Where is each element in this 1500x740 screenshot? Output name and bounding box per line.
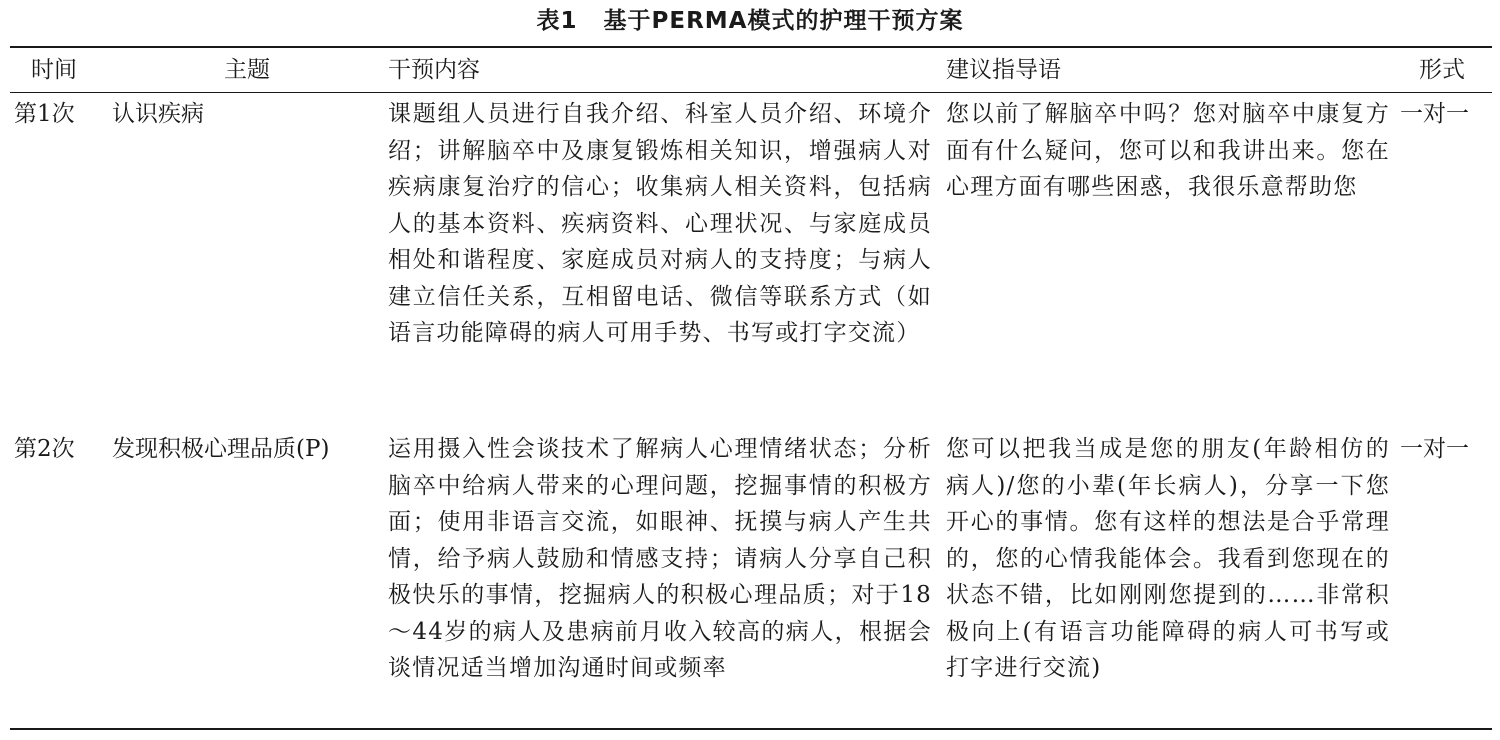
bottom-rule [10,728,1492,730]
header-time: 时间 [31,57,77,83]
header-content: 干预内容 [388,57,480,83]
row-2-content: 运用摄入性会谈技术了解病人心理情绪状态；分析脑卒中给病人带来的心理问题，挖掘事情的积极方面；使用非语言交流，如眼神、抚摸与病人产生共情，给予病人鼓励和情感支持；请病人分享自己积极快乐的事情，挖掘病人的积极心理品质；对于18～44岁的病人及患病前月收入较高的病人，根据会谈情况适当增加沟通时间或频率 [388,436,932,681]
header-topic: 主题 [224,57,270,83]
row-1-guide: 您以前了解脑卒中吗？您对脑卒中康复方面有什么疑问，您可以和我讲出来。您在心理方面有哪些困惑，我很乐意帮助您 [946,101,1390,200]
header-form: 形式 [1419,57,1465,83]
header-guide: 建议指导语 [946,57,1061,83]
table-number: 表1 [536,8,578,34]
row-2-topic: 发现积极心理品质(P) [112,436,330,462]
row-2-form: 一对一 [1400,436,1469,462]
row-1-form: 一对一 [1400,101,1469,127]
header-rule [10,92,1492,93]
top-rule [10,46,1492,48]
table-title: 基于PERMA模式的护理干预方案 [603,8,964,34]
row-2-guide: 您可以把我当成是您的朋友(年龄相仿的病人)/您的小辈(年长病人)，分享一下您开心的事情。您有这样的想法是合乎常理的，您的心情我能体会。我看到您现在的状态不错，比如刚刚您提到的……非常积极向上(有语言功能障碍的病人可书写或打字进行交流) [946,436,1390,681]
table-caption [0,3,1500,39]
row-2-time: 第2次 [14,436,75,462]
row-1-time: 第1次 [14,101,75,127]
row-1-topic: 认识疾病 [112,101,204,127]
row-1-content: 课题组人员进行自我介绍、科室人员介绍、环境介绍；讲解脑卒中及康复锻炼相关知识，增强病人对疾病康复治疗的信心；收集病人相关资料，包括病人的基本资料、疾病资料、心理状况、与家庭成员相处和谐程度、家庭成员对病人的支持度；与病人建立信任关系，互相留电话、微信等联系方式（如语言功能障碍的病人可用手势、书写或打字交流） [388,101,932,346]
